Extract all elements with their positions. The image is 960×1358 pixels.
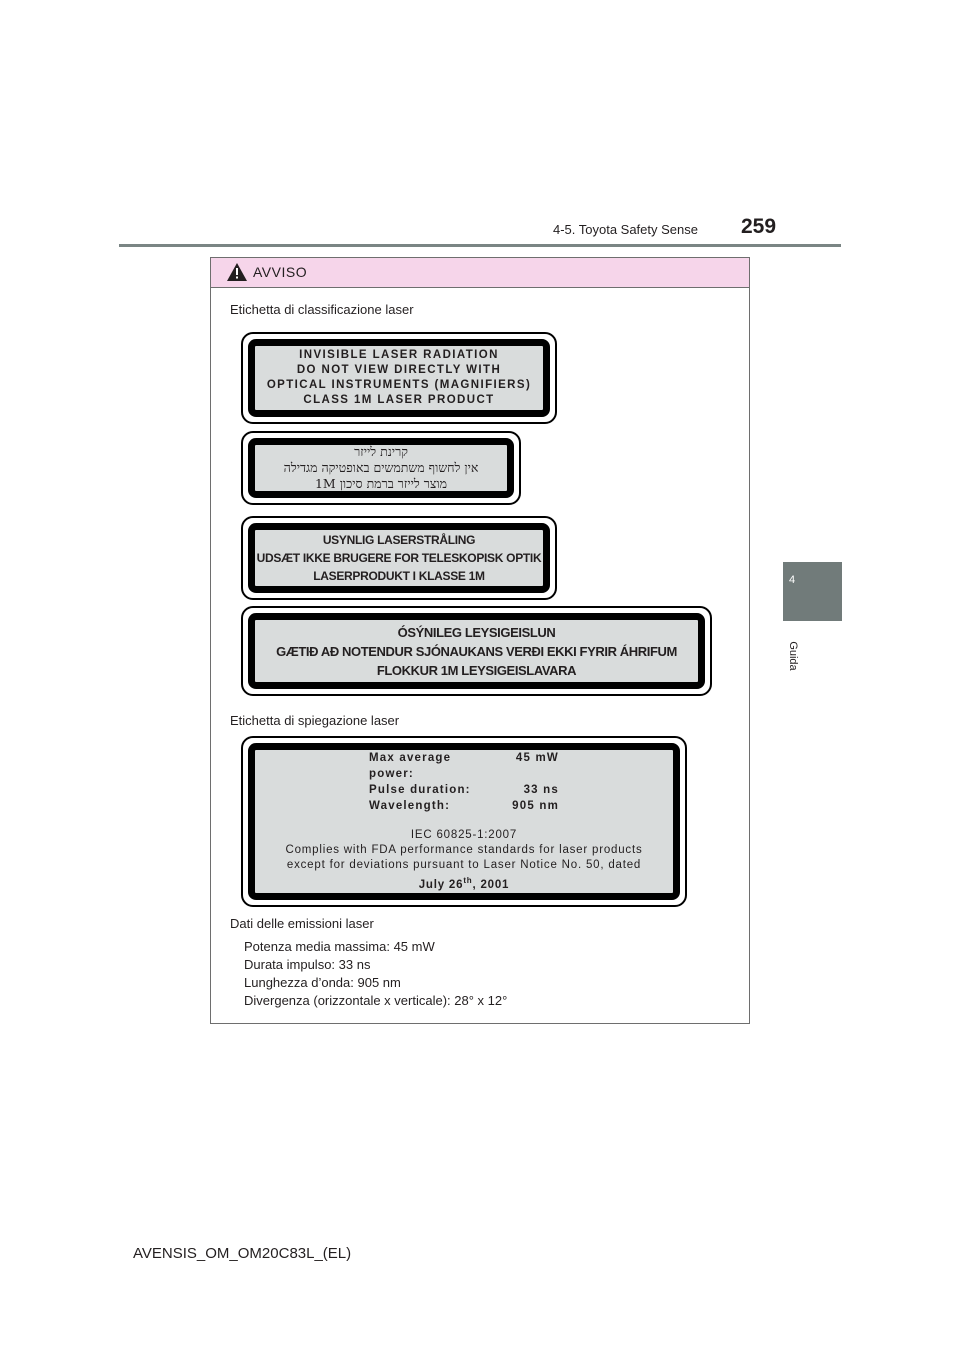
label-hebrew-inner	[248, 438, 514, 498]
label-line: CLASS 1M LASER PRODUCT	[303, 394, 495, 406]
list-item: Durata impulso: 33 ns	[244, 957, 371, 972]
label-line: ÓSÝNILEG LEYSIGEISLUN	[397, 624, 556, 640]
list-item: Divergenza (orizzontale x verticale): 28° x 12°	[244, 993, 508, 1008]
label-line: UDSÆT IKKE BRUGERE FOR TELESKOPISK OPTIK	[256, 551, 542, 565]
label-line: OPTICAL INSTRUMENTS (MAGNIFIERS)	[266, 379, 532, 391]
label-line: קרינת לייזר	[354, 444, 408, 459]
label-line: GÆTIÐ AÐ NOTENDUR SJÓNAUKANS VERÐI EKKI FYRIR ÁHRIFUM	[276, 643, 677, 659]
spec-value: 33 ns	[523, 784, 559, 797]
label-hebrew	[241, 431, 521, 505]
compliance-line: Complies with FDA performance standards for laser products	[285, 844, 643, 857]
compliance-line: except for deviations pursuant to Laser Notice No. 50, dated	[286, 859, 642, 872]
label-icelandic	[241, 606, 712, 696]
date-superscript: th	[463, 876, 473, 886]
list-item: Potenza media massima: 45 mW	[244, 939, 435, 954]
date-prefix: July 26	[418, 878, 464, 891]
chapter-tab	[783, 562, 842, 621]
emissions-list	[244, 938, 507, 1010]
caption-classification: Etichetta di classificazione laser	[230, 302, 414, 317]
label-icelandic-inner	[248, 613, 705, 689]
header-rule	[119, 244, 841, 247]
warning-title: AVVISO	[253, 264, 308, 280]
compliance-date	[419, 873, 510, 893]
spec-row-pulse	[369, 782, 559, 798]
chapter-side-label	[781, 630, 803, 690]
label-explanation-inner	[248, 743, 680, 900]
spec-row-wavelength	[369, 798, 559, 814]
warning-triangle-icon	[227, 263, 247, 281]
label-danish-inner	[248, 523, 550, 593]
warning-box	[210, 257, 750, 1024]
chapter-label: Guida	[787, 641, 799, 671]
spec-name: Pulse duration:	[369, 784, 471, 797]
warning-header	[211, 258, 749, 288]
list-item: Lunghezza d’onda: 905 nm	[244, 975, 401, 990]
spec-name: Wavelength:	[369, 800, 451, 813]
spec-row-power	[369, 750, 559, 782]
standard-line: IEC 60825-1:2007	[410, 829, 518, 842]
label-line: מוצר לייזר ברמת סיכון 1M	[314, 476, 448, 491]
chapter-number: 4	[789, 574, 796, 586]
label-english-inner	[248, 339, 550, 417]
spec-value: 45 mW	[515, 752, 559, 765]
label-english	[241, 332, 557, 424]
spec-value: 905 nm	[512, 800, 559, 813]
label-line: FLOKKUR 1M LEYSIGEISLAVARA	[376, 662, 577, 678]
section-title: 4-5. Toyota Safety Sense	[552, 222, 698, 237]
caption-explanation: Etichetta di spiegazione laser	[230, 713, 400, 728]
label-line: אין לחשוף משתמשים באופטיקה מגדילה	[283, 460, 479, 475]
label-line: DO NOT VIEW DIRECTLY WITH	[296, 364, 502, 376]
spec-name: Max average power:	[369, 752, 452, 781]
label-danish	[241, 516, 557, 600]
page-number: 259	[741, 215, 777, 238]
date-suffix: , 2001	[472, 878, 510, 891]
label-line: INVISIBLE LASER RADIATION	[299, 349, 499, 361]
label-line: USYNLIG LASERSTRÅLING	[322, 533, 476, 547]
label-line: LASERPRODUKT I KLASSE 1M	[313, 569, 485, 583]
caption-emissions: Dati delle emissioni laser	[230, 916, 374, 931]
label-explanation	[241, 736, 687, 907]
document-code: AVENSIS_OM_OM20C83L_(EL)	[133, 1245, 352, 1262]
